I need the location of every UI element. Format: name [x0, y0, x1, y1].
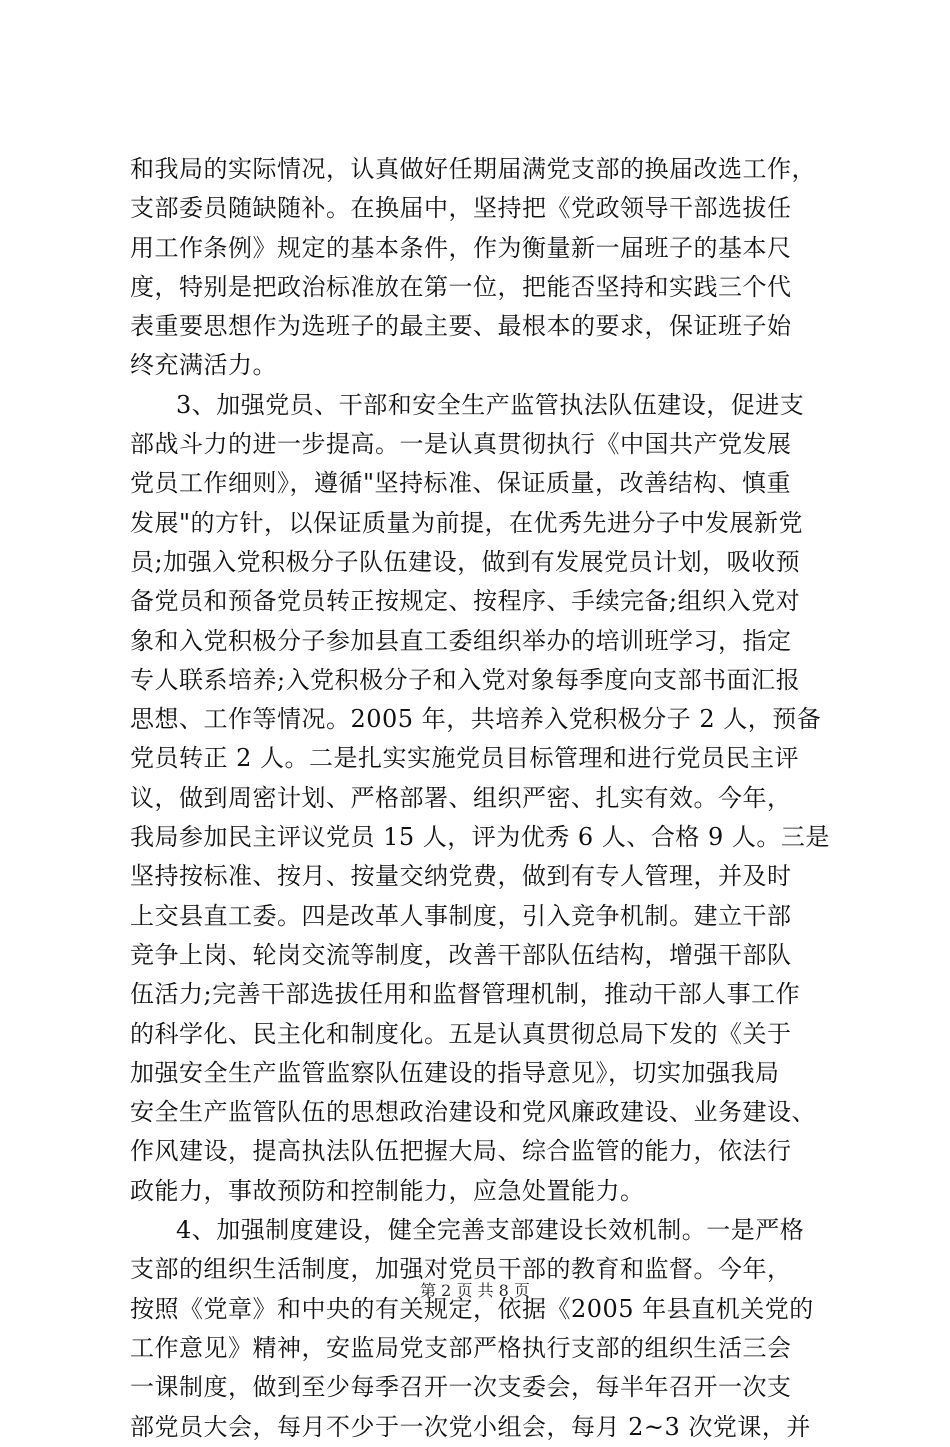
text-line: 度，特别是把政治标准放在第一位，把能否坚持和实践三个代	[130, 272, 792, 301]
text-line: 和我局的实际情况，认真做好任期届满党支部的换届改选工作，	[130, 155, 816, 183]
text-line: 坚持按标准、按月、按量交纳党费，做到有专人管理，并及时	[130, 862, 792, 891]
text-line: 按照《党章》和中央的有关规定，依据《2005 年县直机关党的	[130, 1294, 814, 1323]
text-line: 加强安全生产监管监察队伍建设的指导意见》，切实加强我局	[130, 1058, 780, 1087]
text-line: 表重要思想作为选班子的最主要、最根本的要求，保证班子始	[130, 312, 792, 341]
paragraph-start-line: 3、加强党员、干部和安全生产监管执法队伍建设，促进支	[176, 390, 805, 419]
text-line: 的科学化、民主化和制度化。五是认真贯彻总局下发的《关于	[130, 1019, 792, 1048]
text-line: 发展"的方针，以保证质量为前提，在优秀先进分子中发展新党	[130, 508, 804, 537]
text-line: 象和入党积极分子参加县直工委组织举办的培训班学习，指定	[130, 626, 792, 655]
text-line: 备党员和预备党员转正按规定、按程序、手续完备;组织入党对	[130, 587, 801, 616]
text-line: 政能力，事故预防和控制能力，应急处置能力。	[130, 1176, 645, 1205]
text-line: 部战斗力的进一步提高。一是认真贯彻执行《中国共产党发展	[130, 430, 792, 459]
text-line: 一课制度，做到至少每季召开一次支委会，每半年召开一次支	[130, 1373, 792, 1402]
text-line: 我局参加民主评议党员 15 人，评为优秀 6 人、合格 9 人。三是	[130, 823, 830, 852]
page-number-footer: 第 2 页 共 8 页	[420, 1281, 530, 1300]
text-line: 党员转正 2 人。二是扎实实施党员目标管理和进行党员民主评	[130, 744, 800, 773]
text-line: 支部委员随缺随补。在换届中，坚持把《党政领导干部选拔任	[130, 194, 792, 223]
text-line: 竞争上岗、轮岗交流等制度，改善干部队伍结构，增强干部队	[130, 940, 792, 969]
text-line: 用工作条例》规定的基本条件，作为衡量新一届班子的基本尺	[130, 233, 792, 262]
text-line: 上交县直工委。四是改革人事制度，引入竞争机制。建立干部	[130, 901, 792, 930]
text-line: 专人联系培养;入党积极分子和入党对象每季度向支部书面汇报	[130, 665, 801, 694]
text-line: 终充满活力。	[130, 351, 277, 380]
text-line: 党员工作细则》，遵循"坚持标准、保证质量，改善结构、慎重	[130, 469, 792, 498]
paragraph-start-line: 4、加强制度建设，健全完善支部建设长效机制。一是严格	[176, 1216, 805, 1245]
text-line: 思想、工作等情况。2005 年，共培养入党积极分子 2 人，预备	[130, 705, 822, 734]
text-line: 议，做到周密计划、严格部署、组织严密、扎实有效。今年，	[130, 783, 792, 812]
text-line: 支部的组织生活制度，加强对党员干部的教育和监督。今年，	[130, 1255, 792, 1284]
body-text	[130, 150, 830, 1447]
text-line: 部党员大会，每月不少于一次党小组会，每月 2~3 次党课，并	[130, 1412, 811, 1441]
text-line: 工作意见》精神，安监局党支部严格执行支部的组织生活三会	[130, 1333, 792, 1362]
text-line: 员;加强入党积极分子队伍建设，做到有发展党员计划，吸收预	[130, 547, 801, 576]
text-line: 作风建设，提高执法队伍把握大局、综合监管的能力，依法行	[130, 1137, 792, 1166]
text-line: 伍活力;完善干部选拔任用和监督管理机制，推动干部人事工作	[130, 980, 801, 1009]
text-line: 安全生产监管队伍的思想政治建设和党风廉政建设、业务建设、	[130, 1098, 816, 1127]
